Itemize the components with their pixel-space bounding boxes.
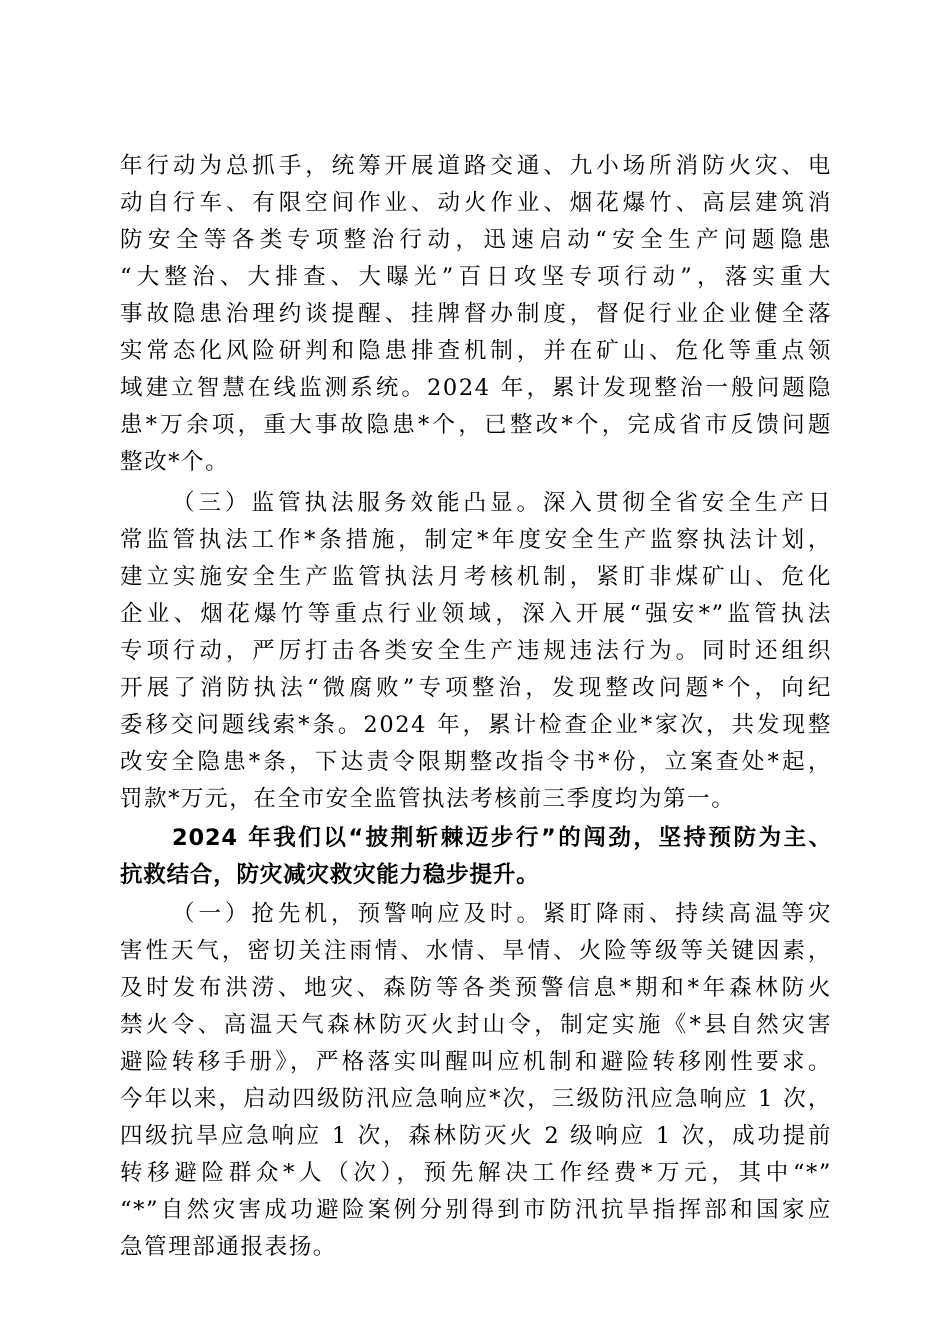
- heading-line: 2024 年我们以“披荆斩棘迈步行”的闯劲，坚持预防为主、: [172, 825, 832, 851]
- text-line: 动自行车、有限空间作业、动火作业、烟花爆竹、高层建筑消: [120, 190, 832, 216]
- text-line: 实常态化风险研判和隐患排查机制，并在矿山、危化等重点领: [120, 338, 832, 364]
- text-line: 害性天气，密切关注雨情、水情、旱情、火险等级等关键因素，: [120, 938, 832, 964]
- text-line: 四级抗旱应急响应 1 次，森林防灭火 2 级响应 1 次，成功提前: [120, 1123, 832, 1149]
- text-line: 常监管执法工作*条措施，制定*年度安全生产监察执法计划，: [120, 527, 832, 553]
- paragraph-rectification-actions: [120, 148, 832, 481]
- text-line: “*”自然灾害成功避险案例分别得到市防汛抗旱指挥部和国家应: [120, 1197, 832, 1223]
- text-line: 开展了消防执法“微腐败”专项整治，发现整改问题*个，向纪: [120, 675, 832, 701]
- text-line: （三）监管执法服务效能凸显。深入贯彻全省安全生产日: [172, 490, 832, 516]
- text-line: 年行动为总抓手，统筹开展道路交通、九小场所消防火灾、电: [120, 153, 832, 179]
- text-line: 改安全隐患*条，下达责令限期整改指令书*份，立案查处*起，: [120, 749, 832, 775]
- text-line: 域建立智慧在线监测系统。2024 年，累计发现整治一般问题隐: [120, 375, 832, 401]
- text-line: 今年以来，启动四级防汛应急响应*次，三级防汛应急响应 1 次，: [120, 1086, 832, 1112]
- paragraph-enforcement-efficiency: [120, 485, 832, 818]
- text-line: 急管理部通报表扬。: [120, 1234, 337, 1260]
- text-line: 及时发布洪涝、地灾、森防等各类预警信息*期和*年森林防火: [120, 975, 832, 1001]
- text-line: “大整治、大排查、大曝光”百日攻坚专项行动”，落实重大: [120, 264, 832, 290]
- text-line: 建立实施安全生产监管执法月考核机制，紧盯非煤矿山、危化: [120, 564, 832, 590]
- heading-line: 抗救结合，防灾减灾救灾能力稳步提升。: [120, 862, 540, 888]
- text-line: （一）抢先机，预警响应及时。紧盯降雨、持续高温等灾: [172, 901, 832, 927]
- text-line: 防安全等各类专项整治行动，迅速启动“安全生产问题隐患: [120, 227, 832, 253]
- text-line: 罚款*万元，在全市安全监管执法考核前三季度均为第一。: [120, 786, 736, 812]
- text-line: 禁火令、高温天气森林防灭火封山令，制定实施《*县自然灾害: [120, 1012, 832, 1038]
- text-line: 整改*个。: [120, 449, 230, 475]
- text-line: 委移交问题线索*条。2024 年，累计检查企业*家次，共发现整: [120, 712, 832, 738]
- text-line: 患*万余项，重大事故隐患*个，已整改*个，完成省市反馈问题: [120, 412, 832, 438]
- text-line: 转移避险群众*人（次），预先解决工作经费*万元，其中“*”: [120, 1160, 832, 1186]
- text-line: 避险转移手册》，严格落实叫醒叫应机制和避险转移刚性要求。: [120, 1049, 832, 1075]
- text-line: 事故隐患治理约谈提醒、挂牌督办制度，督促行业企业健全落: [120, 301, 832, 327]
- text-line: 专项行动，严厉打击各类安全生产违规违法行为。同时还组织: [120, 638, 832, 664]
- section-heading-disaster-prevention: [120, 820, 832, 894]
- paragraph-early-warning: [120, 896, 832, 1266]
- text-line: 企业、烟花爆竹等重点行业领域，深入开展“强安*”监管执法: [120, 601, 832, 627]
- document-body: [120, 148, 832, 1266]
